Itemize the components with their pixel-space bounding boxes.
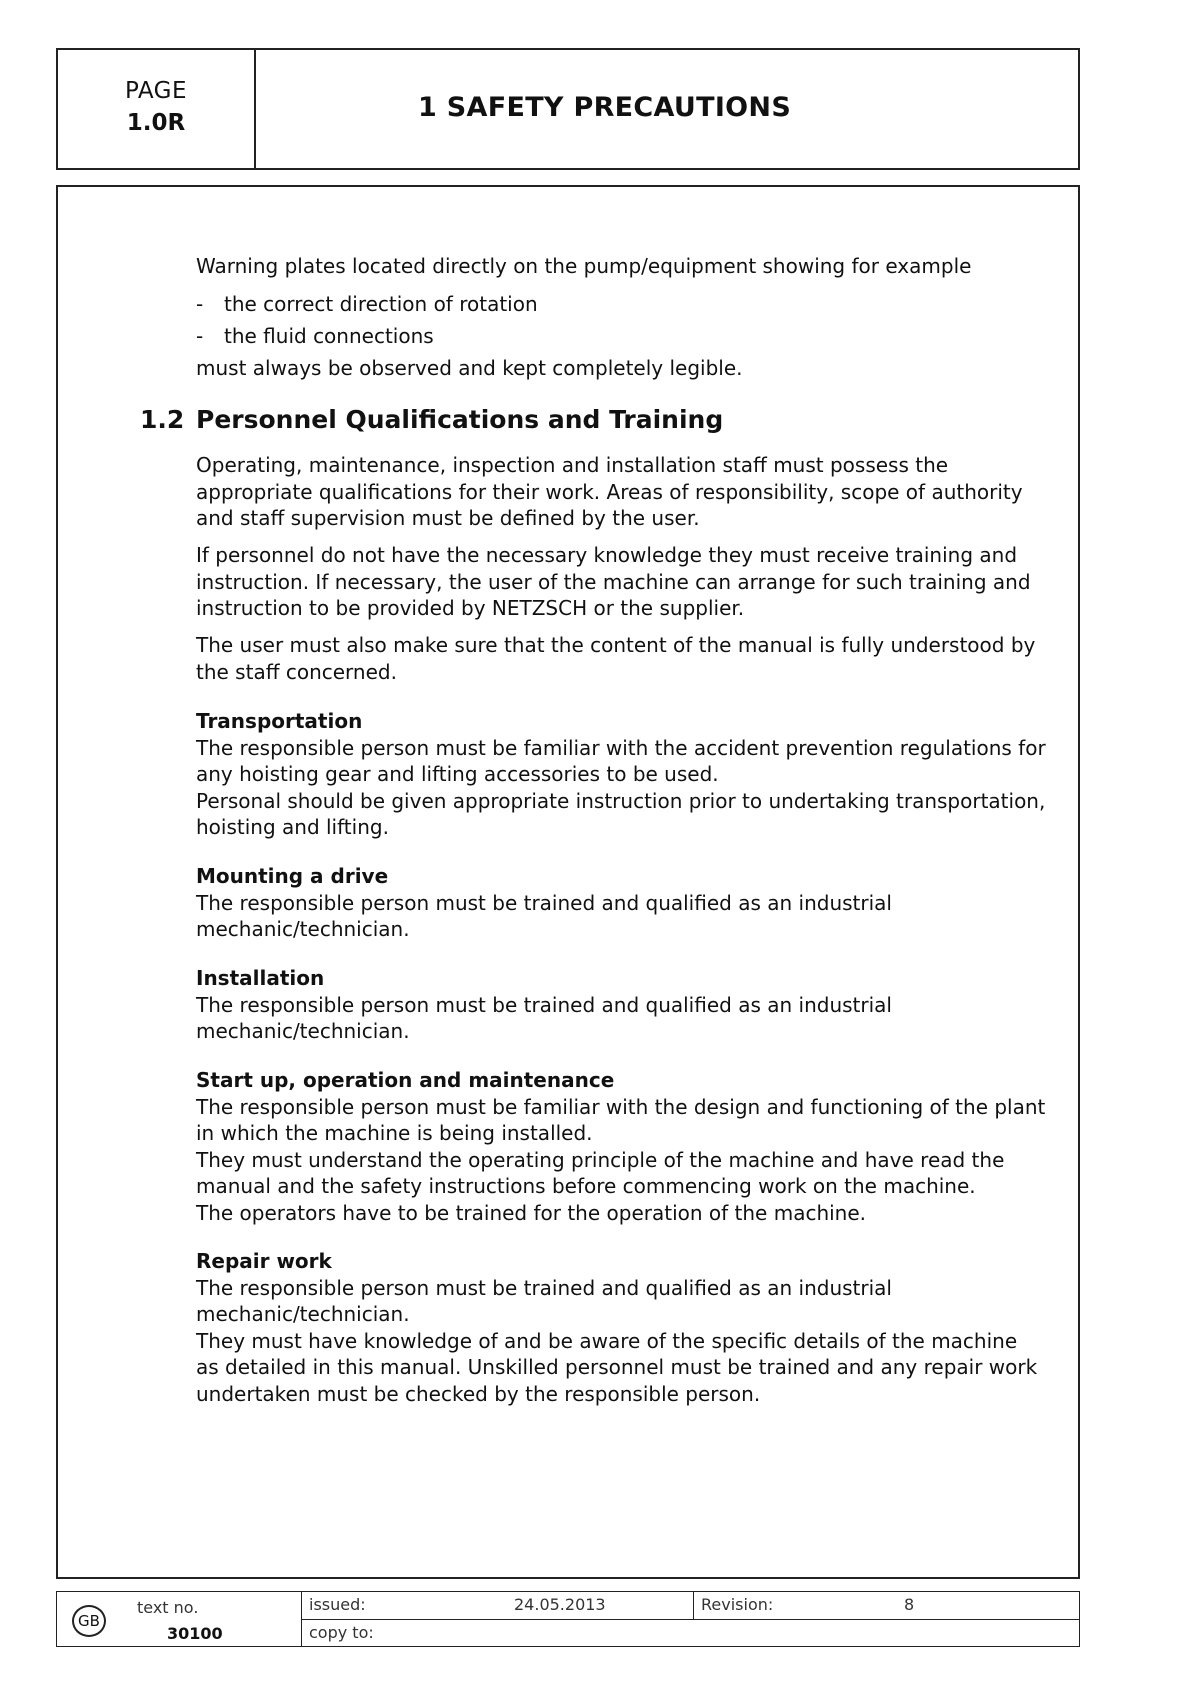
subsection-title: Mounting a drive [196,864,389,888]
page-number: 1.0R [126,110,186,136]
intro-text: Warning plates located directly on the pump/equipment showing for example [196,254,972,278]
subsection-line: The operators have to be trained for the operation of the machine. [196,1200,867,1225]
copy-to-label: copy to: [309,1623,374,1642]
page-footer [56,1591,1080,1647]
paragraph: The user must also make sure that the content of the manual is fully understood by the staff concerned. [196,633,1036,684]
text-no-label: text no. [137,1598,199,1617]
revision-value: 8 [904,1595,915,1614]
subsection-mounting-drive [196,863,1046,943]
footer-divider [301,1619,1079,1620]
subsection-title: Transportation [196,709,363,733]
page-number-box [58,50,256,168]
subsection-title: Installation [196,966,325,990]
paragraph: If personnel do not have the necessary knowledge they must receive training and instruction. If necessary, the user of the machine can arrange for such training and instruction to be provided by NETZSCH or the supplier. [196,543,1031,620]
paragraph: Operating, maintenance, inspection and installation staff must possess the appropriate qualifications for their work. Areas of responsibility, scope of authority and staff supervision must be defined by the user. [196,453,1023,530]
intro-end-text: must always be observed and kept completely legible. [196,356,743,380]
bullet-text: the correct direction of rotation [224,292,538,316]
subsection-startup-operation [196,1067,1046,1226]
subsection-line: The responsible person must be trained and qualified as an industrial mechanic/technician. [196,890,892,941]
revision-label: Revision: [701,1595,774,1614]
subsection-transportation [196,708,1046,841]
text-no-value: 30100 [167,1624,223,1643]
subsection-line: The responsible person must be familiar with the design and functioning of the plant in which the machine is being installed. [196,1094,1046,1145]
subsection-line: The responsible person must be trained and qualified as an industrial mechanic/technician. [196,1275,892,1326]
subsection-repair-work [196,1248,1046,1407]
subsection-title: Repair work [196,1249,332,1273]
bullet-item: - the fluid connections [196,324,434,348]
subsection-line: The responsible person must be trained and qualified as an industrial mechanic/technician. [196,992,892,1043]
subsection-line: They must have knowledge of and be aware of the specific details of the machine as detailed in this manual. Unskilled personnel must be trained and any repair work undertaken must be checked by the responsible person. [196,1328,1038,1406]
subsection-line: They must understand the operating principle of the machine and have read the manual and the safety instructions before commencing work on the machine. [196,1147,1005,1198]
country-badge: GB [72,1605,106,1637]
subsection-line: Personal should be given appropriate instruction prior to undertaking transportation, hoisting and lifting. [196,788,1046,839]
footer-divider [693,1592,694,1619]
bullet-text: the fluid connections [224,324,434,348]
subsection-line: The responsible person must be familiar with the accident prevention regulations for any hoisting gear and lifting accessories to be used. [196,735,1046,786]
page-header [56,48,1080,170]
issued-date: 24.05.2013 [514,1595,606,1614]
chapter-title: 1 SAFETY PRECAUTIONS [418,92,792,123]
subsection-title: Start up, operation and maintenance [196,1068,615,1092]
issued-label: issued: [309,1595,366,1614]
bullet-item: - the correct direction of rotation [196,292,538,316]
subsection-installation [196,965,1046,1045]
page-label: PAGE [124,78,188,104]
section-title: Personnel Qualifications and Training [196,405,724,434]
section-number: 1.2 [140,405,185,434]
